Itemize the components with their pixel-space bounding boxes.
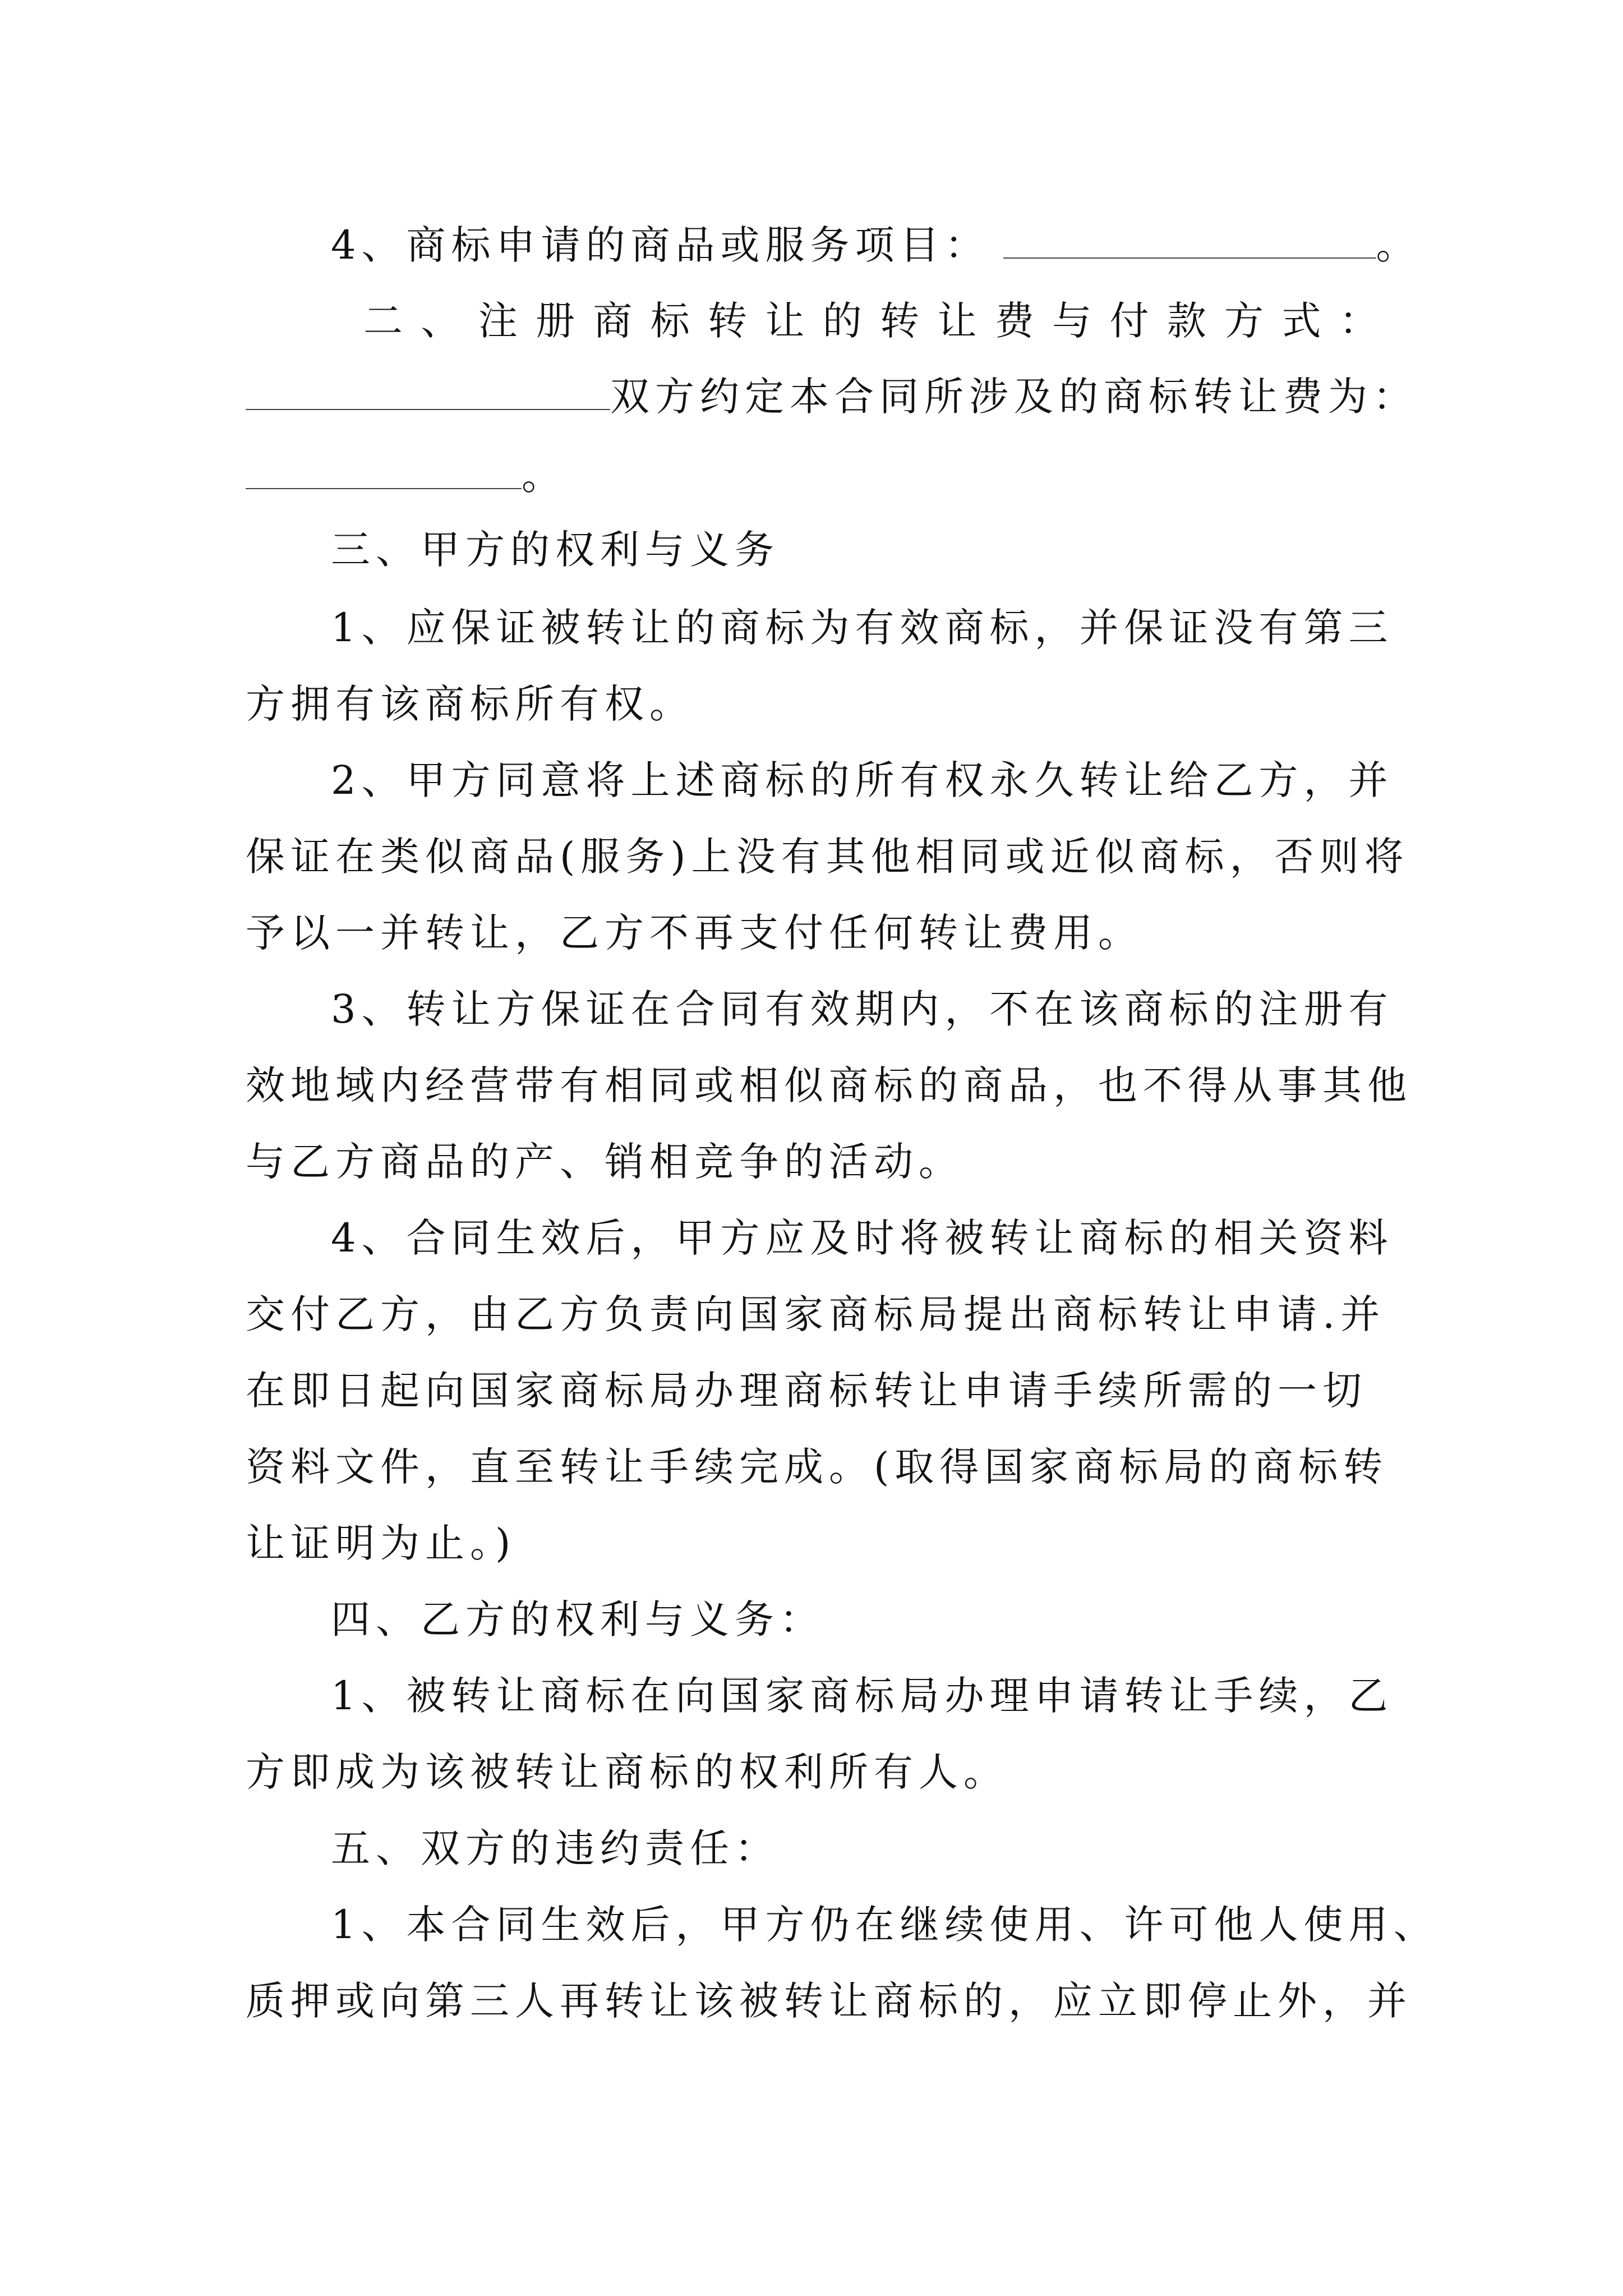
section-2-heading-char: 式 [1281, 298, 1321, 344]
section-2-heading-char: 让 [765, 298, 805, 344]
section-2-heading-char: 、 [421, 298, 460, 344]
section-2-heading-char: 款 [1166, 298, 1206, 344]
section-3-clause-3-line-1: 3、转让方保证在合同有效期内，不在该商标的注册有 [331, 986, 1394, 1032]
section-5-heading: 五、双方的违约责任： [331, 1825, 780, 1871]
section-2-heading-char: 转 [880, 298, 920, 344]
fee-amount-blank [246, 442, 522, 489]
section-3-heading: 三、甲方的权利与义务 [331, 527, 780, 573]
section-4-heading: 四、乙方的权利与义务： [331, 1596, 824, 1642]
section-2-heading-char: 的 [822, 298, 862, 344]
section-2-heading-char: 与 [1052, 298, 1092, 344]
section-3-clause-2-line-3: 予以一并转让，乙方不再支付任何转让费用。 [246, 910, 1143, 956]
section-2-fee-text: 双方约定本合同所涉及的商标转让费为： [610, 374, 1418, 420]
goods-services-blank [1003, 211, 1376, 259]
section-2-heading-char: 费 [994, 298, 1034, 344]
section-2-heading-char: ： [1339, 298, 1378, 344]
fee-prefix-blank [246, 363, 610, 410]
section-3-clause-1-line-1: 1、应保证被转让的商标为有效商标，并保证没有第三 [331, 605, 1394, 651]
item-goods-services [246, 203, 1421, 287]
section-3-clause-3-line-3: 与乙方商品的产、销相竞争的活动。 [246, 1139, 963, 1185]
fee-amount-end: 。 [522, 453, 566, 499]
section-3-clause-4-line-2: 交付乙方，由乙方负责向国家商标局提出商标转让申请.并 [246, 1291, 1386, 1337]
section-3-clause-2-line-2: 保证在类似商品(服务)上没有其他相同或近似商标，否则将 [246, 834, 1409, 880]
section-3-clause-4-line-4: 资料文件，直至转让手续完成。(取得国家商标局的商标转 [246, 1444, 1389, 1490]
item-goods-services-text: 4、商标申请的商品或服务项目： [331, 222, 990, 268]
section-2-heading-char: 让 [937, 298, 977, 344]
section-2-heading-char: 标 [650, 298, 690, 344]
fee-amount-line [246, 434, 1378, 518]
section-2-heading-char: 册 [536, 298, 575, 344]
section-3-clause-4-line-5: 让证明为止。) [246, 1520, 517, 1566]
section-5-clause-1-line-1: 1、本合同生效后，甲方仍在继续使用、许可他人使用、 [331, 1902, 1438, 1948]
section-2-heading-char: 商 [593, 298, 633, 344]
section-3-clause-3-line-2: 效地域内经营带有相同或相似商标的商品，也不得从事其他 [246, 1062, 1412, 1108]
section-2-heading-char: 方 [1224, 298, 1264, 344]
section-3-clause-4-line-3: 在即日起向国家商标局办理商标转让申请手续所需的一切 [246, 1368, 1367, 1414]
section-4-clause-1-line-1: 1、被转让商标在向国家商标局办理申请转让手续，乙 [331, 1673, 1394, 1719]
section-4-clause-1-line-2: 方即成为该被转让商标的权利所有人。 [246, 1749, 1008, 1795]
section-2-heading-char: 付 [1109, 298, 1149, 344]
section-3-clause-2-line-1: 2、甲方同意将上述商标的所有权永久转让给乙方，并 [331, 757, 1394, 803]
section-3-clause-1-line-2: 方拥有该商标所有权。 [246, 681, 694, 727]
section-3-clause-4-line-1: 4、合同生效后，甲方应及时将被转让商标的相关资料 [331, 1215, 1394, 1261]
section-5-clause-1-line-2: 质押或向第三人再转让该被转让商标的，应立即停止外，并 [246, 1978, 1412, 2024]
section-2-fee-line [246, 355, 1418, 439]
section-2-heading-char: 注 [478, 298, 518, 344]
section-2-heading-char: 二 [363, 298, 403, 344]
section-2-heading-char: 转 [708, 298, 748, 344]
section-2-heading [363, 279, 1378, 363]
item-goods-services-end: 。 [1376, 222, 1421, 268]
